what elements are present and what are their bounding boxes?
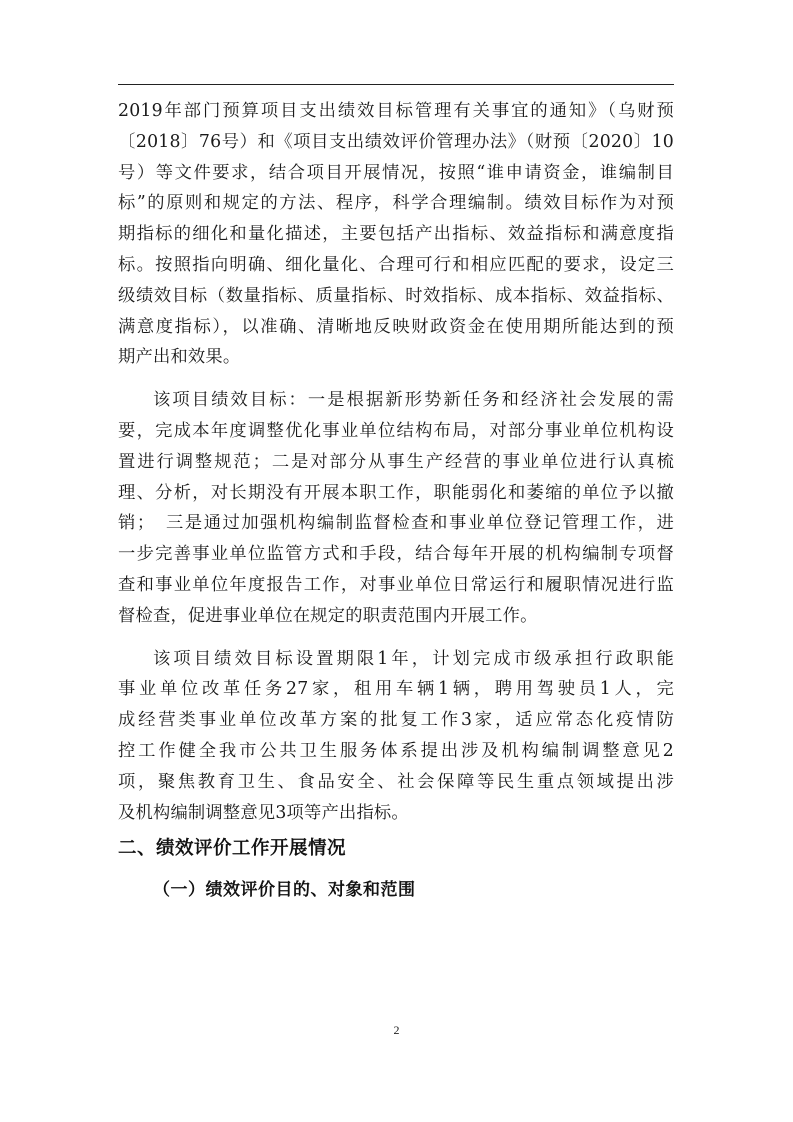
subsection-heading: （一）绩效评价目的、对象和范围 bbox=[153, 880, 416, 901]
paragraph-performance-basis bbox=[118, 96, 674, 373]
paragraph-gap bbox=[118, 373, 674, 385]
text-line: 督检查，促进事业单位在规定的职责范围内开展工作。 bbox=[118, 605, 538, 626]
text-line: 〔2018〕76号）和《项目支出绩效评价管理办法》（财预〔2020〕10 bbox=[118, 131, 674, 152]
text-line: 一步完善事业单位监管方式和手段，结合每年开展的机构编制专项督 bbox=[118, 544, 674, 565]
page-body bbox=[118, 96, 674, 910]
text-line: 2019年部门预算项目支出绩效目标管理有关事宜的通知》（乌财预 bbox=[118, 101, 674, 121]
text-line: 期指标的细化和量化描述，主要包括产出指标、效益指标和满意度指 bbox=[118, 224, 674, 245]
text-line: 级绩效目标（数量指标、质量指标、时效指标、成本指标、效益指标、 bbox=[118, 285, 674, 306]
text-line: 满意度指标），以准确、清晰地反映财政资金在使用期所能达到的预 bbox=[118, 316, 674, 337]
text-line: 控工作健全我市公共卫生服务体系提出涉及机构编制调整意见2 bbox=[118, 740, 674, 761]
text-line: 项，聚焦教育卫生、食品安全、社会保障等民生重点领域提出涉 bbox=[118, 771, 674, 792]
text-line: 置进行调整规范；二是对部分从事生产经营的事业单位进行认真梳 bbox=[118, 451, 674, 472]
text-line: 及机构编制调整意见3项等产出指标。 bbox=[118, 802, 409, 823]
text-line: 要，完成本年度调整优化事业单位结构布局，对部分事业单位机构设 bbox=[118, 420, 674, 441]
text-line: 期产出和效果。 bbox=[118, 347, 241, 368]
text-line: 标”的原则和规定的方法、程序，科学合理编制。绩效目标作为对预 bbox=[118, 193, 674, 214]
text-line: 号）等文件要求，结合项目开展情况，按照“谁申请资金，谁编制目 bbox=[118, 162, 674, 183]
text-line: 理、分析，对长期没有开展本职工作，职能弱化和萎缩的单位予以撤 bbox=[118, 482, 674, 503]
text-line: 标。按照指向明确、细化量化、合理可行和相应匹配的要求，设定三 bbox=[118, 254, 674, 275]
text-line: 成经营类事业单位改革方案的批复工作3家，适应常态化疫情防 bbox=[118, 710, 674, 731]
text-line: 该项目绩效目标设置期限1年，计划完成市级承担行政职能 bbox=[153, 648, 674, 669]
text-line: 该项目绩效目标：一是根据新形势新任务和经济社会发展的需 bbox=[153, 390, 674, 411]
text-line: 查和事业单位年度报告工作，对事业单位日常运行和履职情况进行监 bbox=[118, 574, 674, 595]
section-heading: 二、绩效评价工作开展情况 bbox=[118, 838, 347, 860]
text-line: 事业单位改革任务27家，租用车辆1辆，聘用驾驶员1人，完 bbox=[118, 679, 674, 700]
page-number: 2 bbox=[393, 1023, 400, 1037]
text-line: 销； 三是通过加强机构编制监督检查和事业单位登记管理工作，进 bbox=[118, 513, 674, 534]
paragraph-gap bbox=[118, 632, 674, 644]
header-rule bbox=[118, 84, 674, 85]
paragraph-project-goals bbox=[118, 385, 674, 631]
paragraph-output-targets bbox=[118, 644, 674, 829]
